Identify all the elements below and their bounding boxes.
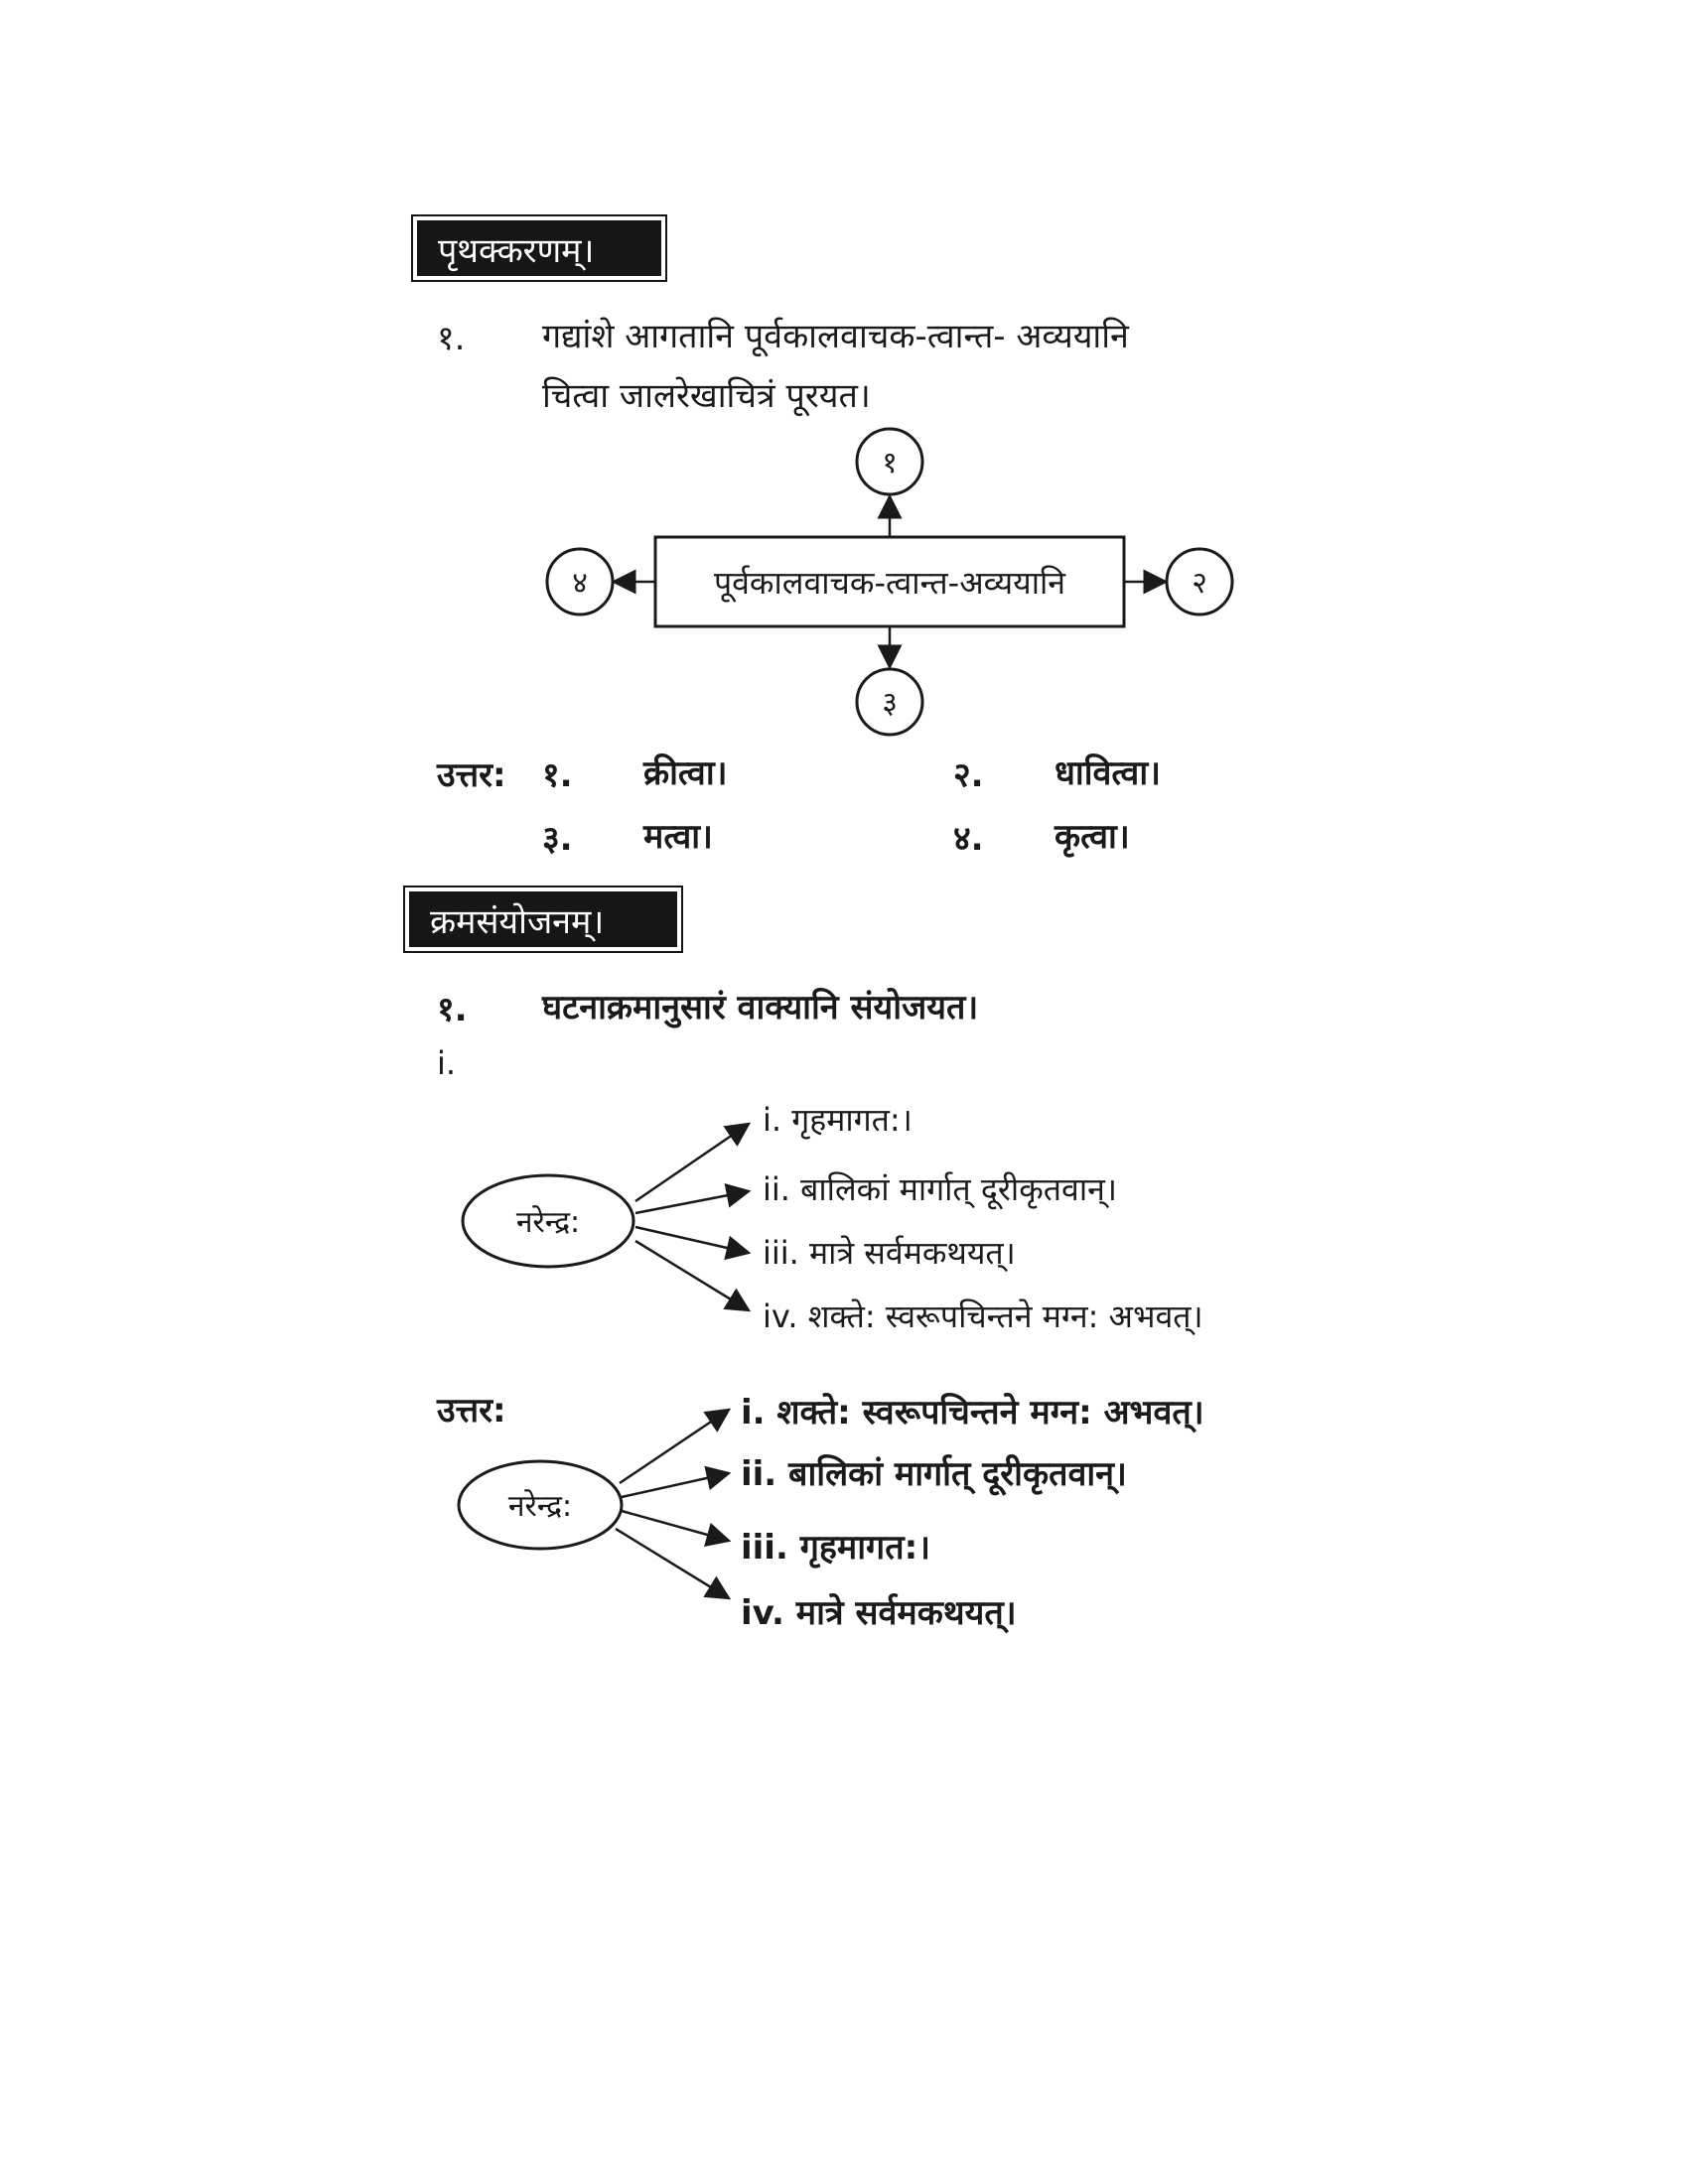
q-item-1: i. गृहमागत:। [763,1101,913,1139]
answer-text-4: कृत्वा। [1055,817,1130,857]
section-heading-sequencing: क्रमसंयोजनम्। [409,891,677,947]
answer-num-1: १. [542,755,573,795]
a-item-4: iv. मात्रे सर्वमकथयत्। [741,1593,1017,1633]
question2-text: घटनाक्रमानुसारं वाक्यानि संयोजयत। [542,988,979,1027]
a-item-1: i. शक्ते: स्वरूपचिन्तने मग्न: अभवत्। [741,1393,1204,1433]
answer-label: उत्तर: [437,755,506,795]
answer-num-2: २. [953,755,984,795]
question2-number: १. [437,990,468,1029]
answer-num-3: ३. [542,819,573,859]
a-item-2: ii. बालिकां मार्गात् दूरीकृतवान्। [741,1454,1127,1494]
answer-num-4: ४. [953,819,984,859]
center-box-label: पूर्वकालवाचक-त्वान्त-अव्ययानि [713,564,1066,602]
question-number: १. [437,319,466,358]
question-text-line1: गद्यांशे आगतानि पूर्वकालवाचक-त्वान्त- अव्ययानि [542,317,1129,356]
center-ellipse-label: नरेन्द्र: [515,1205,581,1240]
answer-center-ellipse-label: नरेन्द्र: [507,1489,573,1524]
section-heading-separation: पृथक्करणम्। [417,220,661,276]
q-item-4: iv. शक्ते: स्वरूपचिन्तने मग्न: अभवत्। [763,1297,1203,1335]
answer2-label: उत्तर: [437,1391,506,1431]
question-text-line2: चित्वा जालरेखाचित्रं पूरयत। [542,376,871,416]
node-label-2: २ [1192,566,1207,601]
answer-text-2: धावित्वा। [1055,753,1162,793]
node-label-3: ३ [882,686,898,721]
q-item-3: iii. मात्रे सर्वमकथयत्। [763,1234,1016,1272]
node-label-4: ४ [572,566,588,601]
answer-text-1: क्रीत्वा। [643,753,728,793]
answer-text-3: मत्वा। [643,817,713,857]
question2-sub: i. [437,1044,457,1082]
a-item-3: iii. गृहमागत:। [741,1528,931,1568]
node-label-1: १ [882,446,898,480]
q-item-2: ii. बालिकां मार्गात् दूरीकृतवान्। [763,1170,1117,1208]
